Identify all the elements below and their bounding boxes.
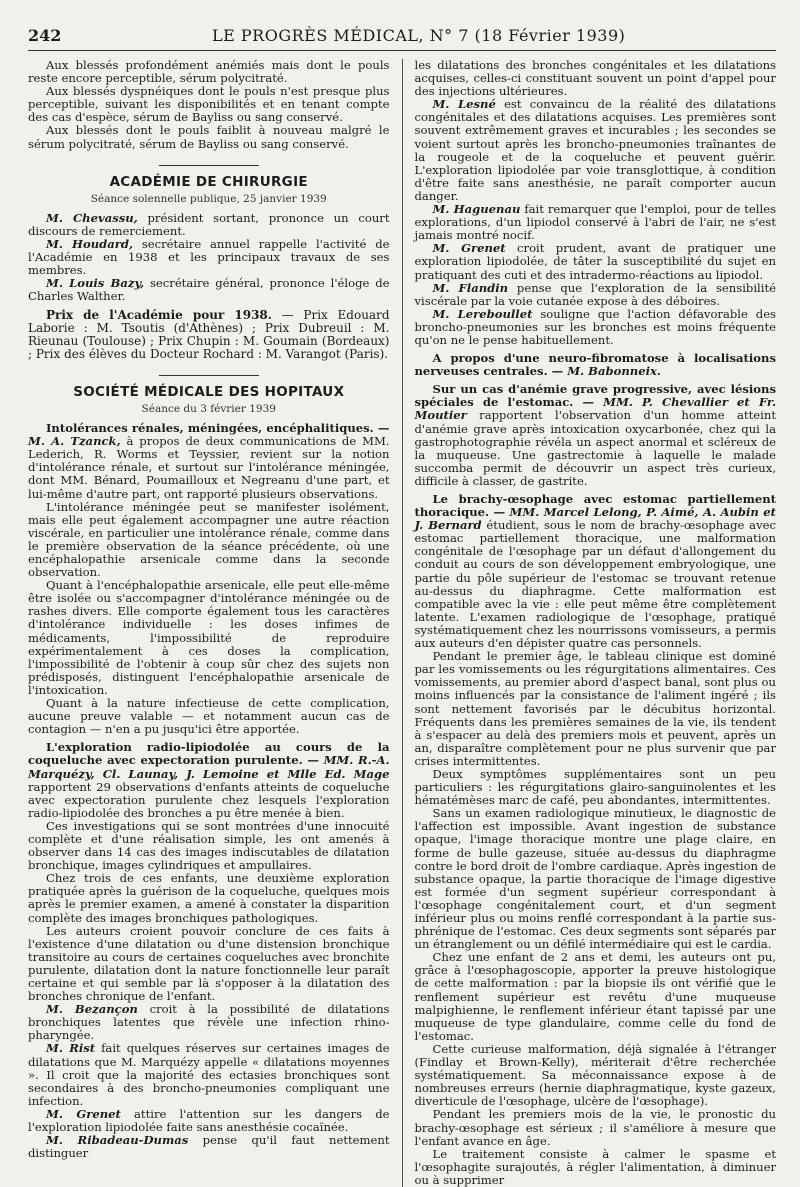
- article-authors: — M. Babonneix.: [547, 364, 661, 379]
- paragraph: Aux blessés dont le pouls faiblit à nouveau malgré le sérum polycitraté, sérum de Bayliss ou sang conservé.: [28, 123, 390, 151]
- article-lead: L'exploration radio-lipiodolée au cours de la coqueluche avec expectoration purulente. — MM. R.-A. Marquézy, Cl. Launay, J. Lemoine et Mlle Ed. Mage rapportent 29 observations d'enfants atteints de coqueluche avec expectoration purulente chez lesquels l'exploration radio-lipiodolée des bronches a pu être menée à bien.: [28, 740, 390, 820]
- paragraph: Quant à la nature infectieuse de cette complication, aucune preuve valable — et notamment aucun cas de contagion — n'en a pu jusqu'ici être apportée.: [28, 696, 390, 737]
- journal-page: [28, 26, 777, 1187]
- article-title: L'exploration radio-lipiodolée au cours de la coqueluche avec expectoration purulente.: [28, 740, 390, 768]
- paragraph: M. Bezançon croit à la possibilité de dilatations bronchiques latentes que révèle une infection rhino-pharyngée.: [28, 1002, 390, 1043]
- speaker-name: M. Flandin: [432, 280, 509, 295]
- paragraph: Ces investigations qui se sont montrées d'une innocuité complète et d'une réalisation simple, les ont amenés à observer dans 14 cas des images indiscutables de dilatation bronchique, images cylindriques et ampullaires.: [28, 818, 390, 873]
- paragraph: L'intolérance méningée peut se manifester isolément, mais elle peut également accompagner une autre réaction viscérale, en particulier une intolérance rénale, comme dans le première observation de la séance précédente, où une encéphalopathie arsenicale comme dans la seconde observation.: [28, 499, 390, 580]
- paragraph: M. Rist fait quelques réserves sur certaines images de dilatations que M. Marquézy appelle « dilatations moyennes ». Il croit que la majorité des ectasies bronchiques sont secondaires à des broncho-pneumonies compliquant une infection.: [28, 1041, 390, 1108]
- speaker-name: M. Chevassu,: [46, 210, 138, 225]
- paragraph: Quant à l'encéphalopathie arsenicale, elle peut elle-même être isolée ou s'accompagner d'intolérance méningée ou de rashes divers. Elle comporte également tous les caractères d'intolérance individuelle : les doses infimes de médicaments, l'impossibilité de reproduire expérimentalement à ces doses la complication, l'impossibilité de l'obtenir à coup sûr chez des sujets non prédisposés, distinguent l'encéphalopathie arsenicale de l'intoxication.: [28, 578, 390, 697]
- paragraph: M. Houdard, secrétaire annuel rappelle l'activité de l'Académie en 1938 et les principaux travaux de ses membres.: [28, 237, 390, 278]
- page-header: [28, 26, 776, 51]
- paragraph: M. Lesné est convaincu de la réalité des dilatations congénitales et des dilatations acquises. Les premières sont souvent extrêmement graves et incurables ; les secondes se voient surtout après les broncho-pneumonies traînantes de la rougeole et de la coqueluche et peuvent guérir. L'exploration lipiodolée par voie transglottique, à condition d'être faite sans anesthésie, ne paraît comporter aucun danger.: [414, 97, 776, 203]
- article-title: A propos d'une neuro-fibromatose à localisations nerveuses centrales.: [414, 351, 776, 379]
- paragraph: Aux blessés profondément anémiés mais dont le pouls reste encore perceptible, sérum polycitraté.: [28, 58, 390, 86]
- paragraph: M. Ribadeau-Dumas pense qu'il faut nettement distinguer: [28, 1133, 390, 1161]
- paragraph: Aux blessés dyspnéiques dont le pouls n'est presque plus perceptible, suivant les disponibilités et en tenant compte des cas d'espèce, sérum de Bayliss ou sang conservé.: [28, 84, 390, 125]
- article-lead: Sur un cas d'anémie grave progressive, avec lésions spéciales de l'estomac. — MM. P. Chevallier et Fr. Moutier rapportent l'observation d'un homme atteint d'anémie grave après intoxication oxycarbonée, chez qui la gastrophotographie révéla un aspect anormal et scléreux de la muqueuse. Une gastrectomie à laquelle le malade succomba permit de découvrir un aspect très curieux, difficile à classer, de gastrite.: [414, 382, 777, 488]
- speaker-name: M. Bezançon: [46, 1002, 138, 1017]
- article-lead: Le brachy-œsophage avec estomac partiellement thoracique. — MM. Marcel Lelong, P. Aimé, A. Aubin et J. Bernard étudient, sous le nom de brachy-œsophage avec estomac partiellement thoracique, une malformation congénitale de l'œsophage par un défaut d'allongement du conduit au cours de son développement embryologique, une partie du pôle supérieur de l'estomac se trouvant retenue au-dessus du diaphragme. Cette malformation est compatible avec la vie : elle peut même être complètement latente. L'examen radiologique de l'œsophage, pratiqué systématiquement chez les nourrissons vomisseurs, a permis aux auteurs d'en dépister quatre cas personnels.: [414, 492, 776, 651]
- article-lead: Intolérances rénales, méningées, encéphalitiques. — M. A. Tzanck, à propos de deux communications de MM. Lederich, R. Worms et Teyssier, revient sur la notion d'intolérance rénale, et surtout sur l'intolérance méningée, dont MM. Bénard, Poumailloux et Negreanu d'une part, et lui-même d'autre part, ont rapporté plusieurs observations.: [28, 421, 390, 501]
- paragraph: Les auteurs croient pouvoir conclure de ces faits à l'existence d'une dilatation ou d'une distension bronchique transitoire au cours de certaines coqueluches avec bronchite purulente, dilatation dont la nature fonctionnelle leur paraît certaine et qui semble par là s'opposer à la dilatation des bronches chronique de l'enfant.: [28, 923, 390, 1004]
- article-title: Intolérances rénales, méningées, encéphalitiques.: [46, 421, 374, 436]
- article-lead: [415, 352, 777, 378]
- paragraph: Chez trois de ces enfants, une deuxième exploration pratiquée après la guérison de la coqueluche, quelques mois après le premier examen, a amené à constater la disparition complète des images bronchiques pathologiques.: [28, 871, 390, 925]
- speaker-name: M. Lesné: [432, 97, 496, 112]
- paragraph: Chez une enfant de 2 ans et demi, les auteurs ont pu, grâce à l'œsophagoscopie, apporter la preuve histologique de cette malformation : par la biopsie ils ont vérifié que le renflement supérieur est revêtu d'une muqueuse malpighienne, le renflement inférieur étant tapissé par une muqueuse de type glandulaire, comme celle du fond de l'estomac.: [414, 950, 776, 1043]
- speaker-name: M. Louis Bazy,: [46, 276, 145, 291]
- paragraph: M. Grenet croit prudent, avant de pratiquer une exploration lipiodolée, de tâter la susceptibilité du sujet en pratiquant des cuti et des intradermo-réactions au lipiodol.: [414, 241, 776, 282]
- paragraph: Sans un examen radiologique minutieux, le diagnostic de l'affection est impossible. Avant ingestion de substance opaque, l'image thoracique montre une plage claire, en forme de bulle gazeuse, située au-dessus du diaphragme contre le bord droit de l'ombre cardiaque. Après ingestion de substance opaque, la partie thoracique de l'image digestive est formée d'un segment supérieur correspondant à l'œsophage congénitalement court, et d'un segment inférieur plus ou moins renflé correspondant à la partie sus-phrénique de l'estomac. Ces deux segments sont séparés par un étranglement ou un défilé intermédiaire qui est le cardia.: [414, 806, 776, 952]
- speaker-name: M. Haguenau: [432, 202, 521, 217]
- paragraph: Le traitement consiste à calmer le spasme et l'œsophagite surajoutés, à régler l'alimentation, à diminuer ou à supprimer: [414, 1146, 776, 1187]
- paragraph: M. Flandin pense que l'exploration de la sensibilité viscérale par la voie cutanée expose à des déboires.: [414, 280, 776, 308]
- left-column: [28, 59, 403, 1187]
- paragraph: Deux symptômes supplémentaires sont un peu particuliers : les régurgitations glairo-sanguinolentes et les hématémèses marc de café, peu abondantes, intermittentes.: [414, 766, 776, 808]
- paragraph: M. Louis Bazy, secrétaire général, prononce l'éloge de Charles Walther.: [28, 276, 390, 304]
- paragraph: Cette curieuse malformation, déjà signalée à l'étranger (Findlay et Brown-Kelly), mériterait d'être recherchée systématiquement. Sa méconnaissance expose à de nombreuses erreurs (hernie diaphragmatique, kyste gazeux, diverticule de l'œsophage, ulcère de l'œsophage).: [414, 1041, 776, 1109]
- paragraph: Pendant le premier âge, le tableau clinique est dominé par les vomissements ou les régurgitations alimentaires. Ces vomissements, au premier abord d'aspect banal, sont plus ou moins influencés par la consistance de l'aliment ingéré ; ils sont nettement favorisés par le décubitus horizontal. Fréquents dans les premières semaines de la vie, ils tendent à s'espacer au delà des premiers mois et peuvent, après un an, disparaître complètement pour ne plus survenir que par crises intermittentes.: [414, 649, 776, 768]
- article-authors: — M. A. Tzanck,: [28, 421, 390, 449]
- seance-date: Séance solennelle publique, 25 janvier 1939: [90, 192, 327, 205]
- article-authors: — MM. Marcel Lelong, P. Aimé, A. Aubin et J. Bernard: [414, 505, 776, 533]
- prix-paragraph: Prix de l'Académie pour 1938. — Prix Edouard Laborie : M. Tsoutis (d'Athènes) ; Prix Dubreuil : M. Rieunau (Toulouse) ; Prix Chupin : M. Goumain (Bordeaux) ; Prix des élèves du Docteur Rochard : M. Varangot (Paris).: [28, 307, 390, 361]
- article-title: Sur un cas d'anémie grave progressive, avec lésions spéciales de l'estomac.: [414, 382, 776, 410]
- section-title-societe: SOCIÉTÉ MÉDICALE DES HOPITAUX: [73, 383, 345, 400]
- paragraph: M. Lereboullet souligne que l'action défavorable des broncho-pneumonies sur les bronches est moins fréquente qu'on ne le pense habituellement.: [414, 306, 776, 347]
- speaker-name: M. Ribadeau-Dumas: [46, 1133, 189, 1148]
- section-title-academie: ACADÉMIE DE CHIRURGIE: [109, 173, 308, 190]
- paragraph: M. Haguenau fait remarquer que l'emploi, pour de telles explorations, d'un lipiodol conservé à l'abri de l'air, ne s'est jamais montré nocif.: [414, 202, 777, 243]
- paragraph: les dilatations des bronches congénitales et les dilatations acquises, celles-ci constituant souvent un point d'appel pour des injections ultérieures.: [414, 58, 776, 99]
- speaker-name: M. Rist: [46, 1041, 96, 1056]
- paragraph: Pendant les premiers mois de la vie, le pronostic du brachy-œsophage est sérieux ; il s'améliore à mesure que l'enfant avance en âge.: [414, 1107, 776, 1148]
- divider: [159, 375, 259, 376]
- speaker-name: M. Grenet: [432, 241, 506, 256]
- paragraph: M. Grenet attire l'attention sur les dangers de l'exploration lipiodolée faite sans anesthésie cocaïnée.: [28, 1106, 390, 1135]
- right-column: [403, 59, 777, 1187]
- speaker-name: M. Lereboullet: [432, 306, 533, 321]
- speaker-name: M. Houdard,: [46, 237, 134, 252]
- article-authors: — MM. R.-A. Marquézy, Cl. Launay, J. Lemoine et Mlle Ed. Mage: [28, 753, 390, 781]
- speaker-name: M. Grenet: [46, 1106, 121, 1121]
- paragraph: M. Chevassu, président sortant, prononce un court discours de remerciement.: [28, 210, 390, 238]
- seance-date: Séance du 3 février 1939: [141, 402, 276, 415]
- prix-title: Prix de l'Académie pour 1938.: [46, 307, 272, 322]
- article-authors: — MM. P. Chevallier et Fr. Moutier: [414, 395, 777, 423]
- page-number: 242: [28, 26, 62, 45]
- divider: [159, 165, 259, 166]
- article-title: Le brachy-œsophage avec estomac partiellement thoracique.: [414, 492, 776, 520]
- running-title: LE PROGRÈS MÉDICAL, N° 7 (18 Février 1939): [212, 26, 626, 45]
